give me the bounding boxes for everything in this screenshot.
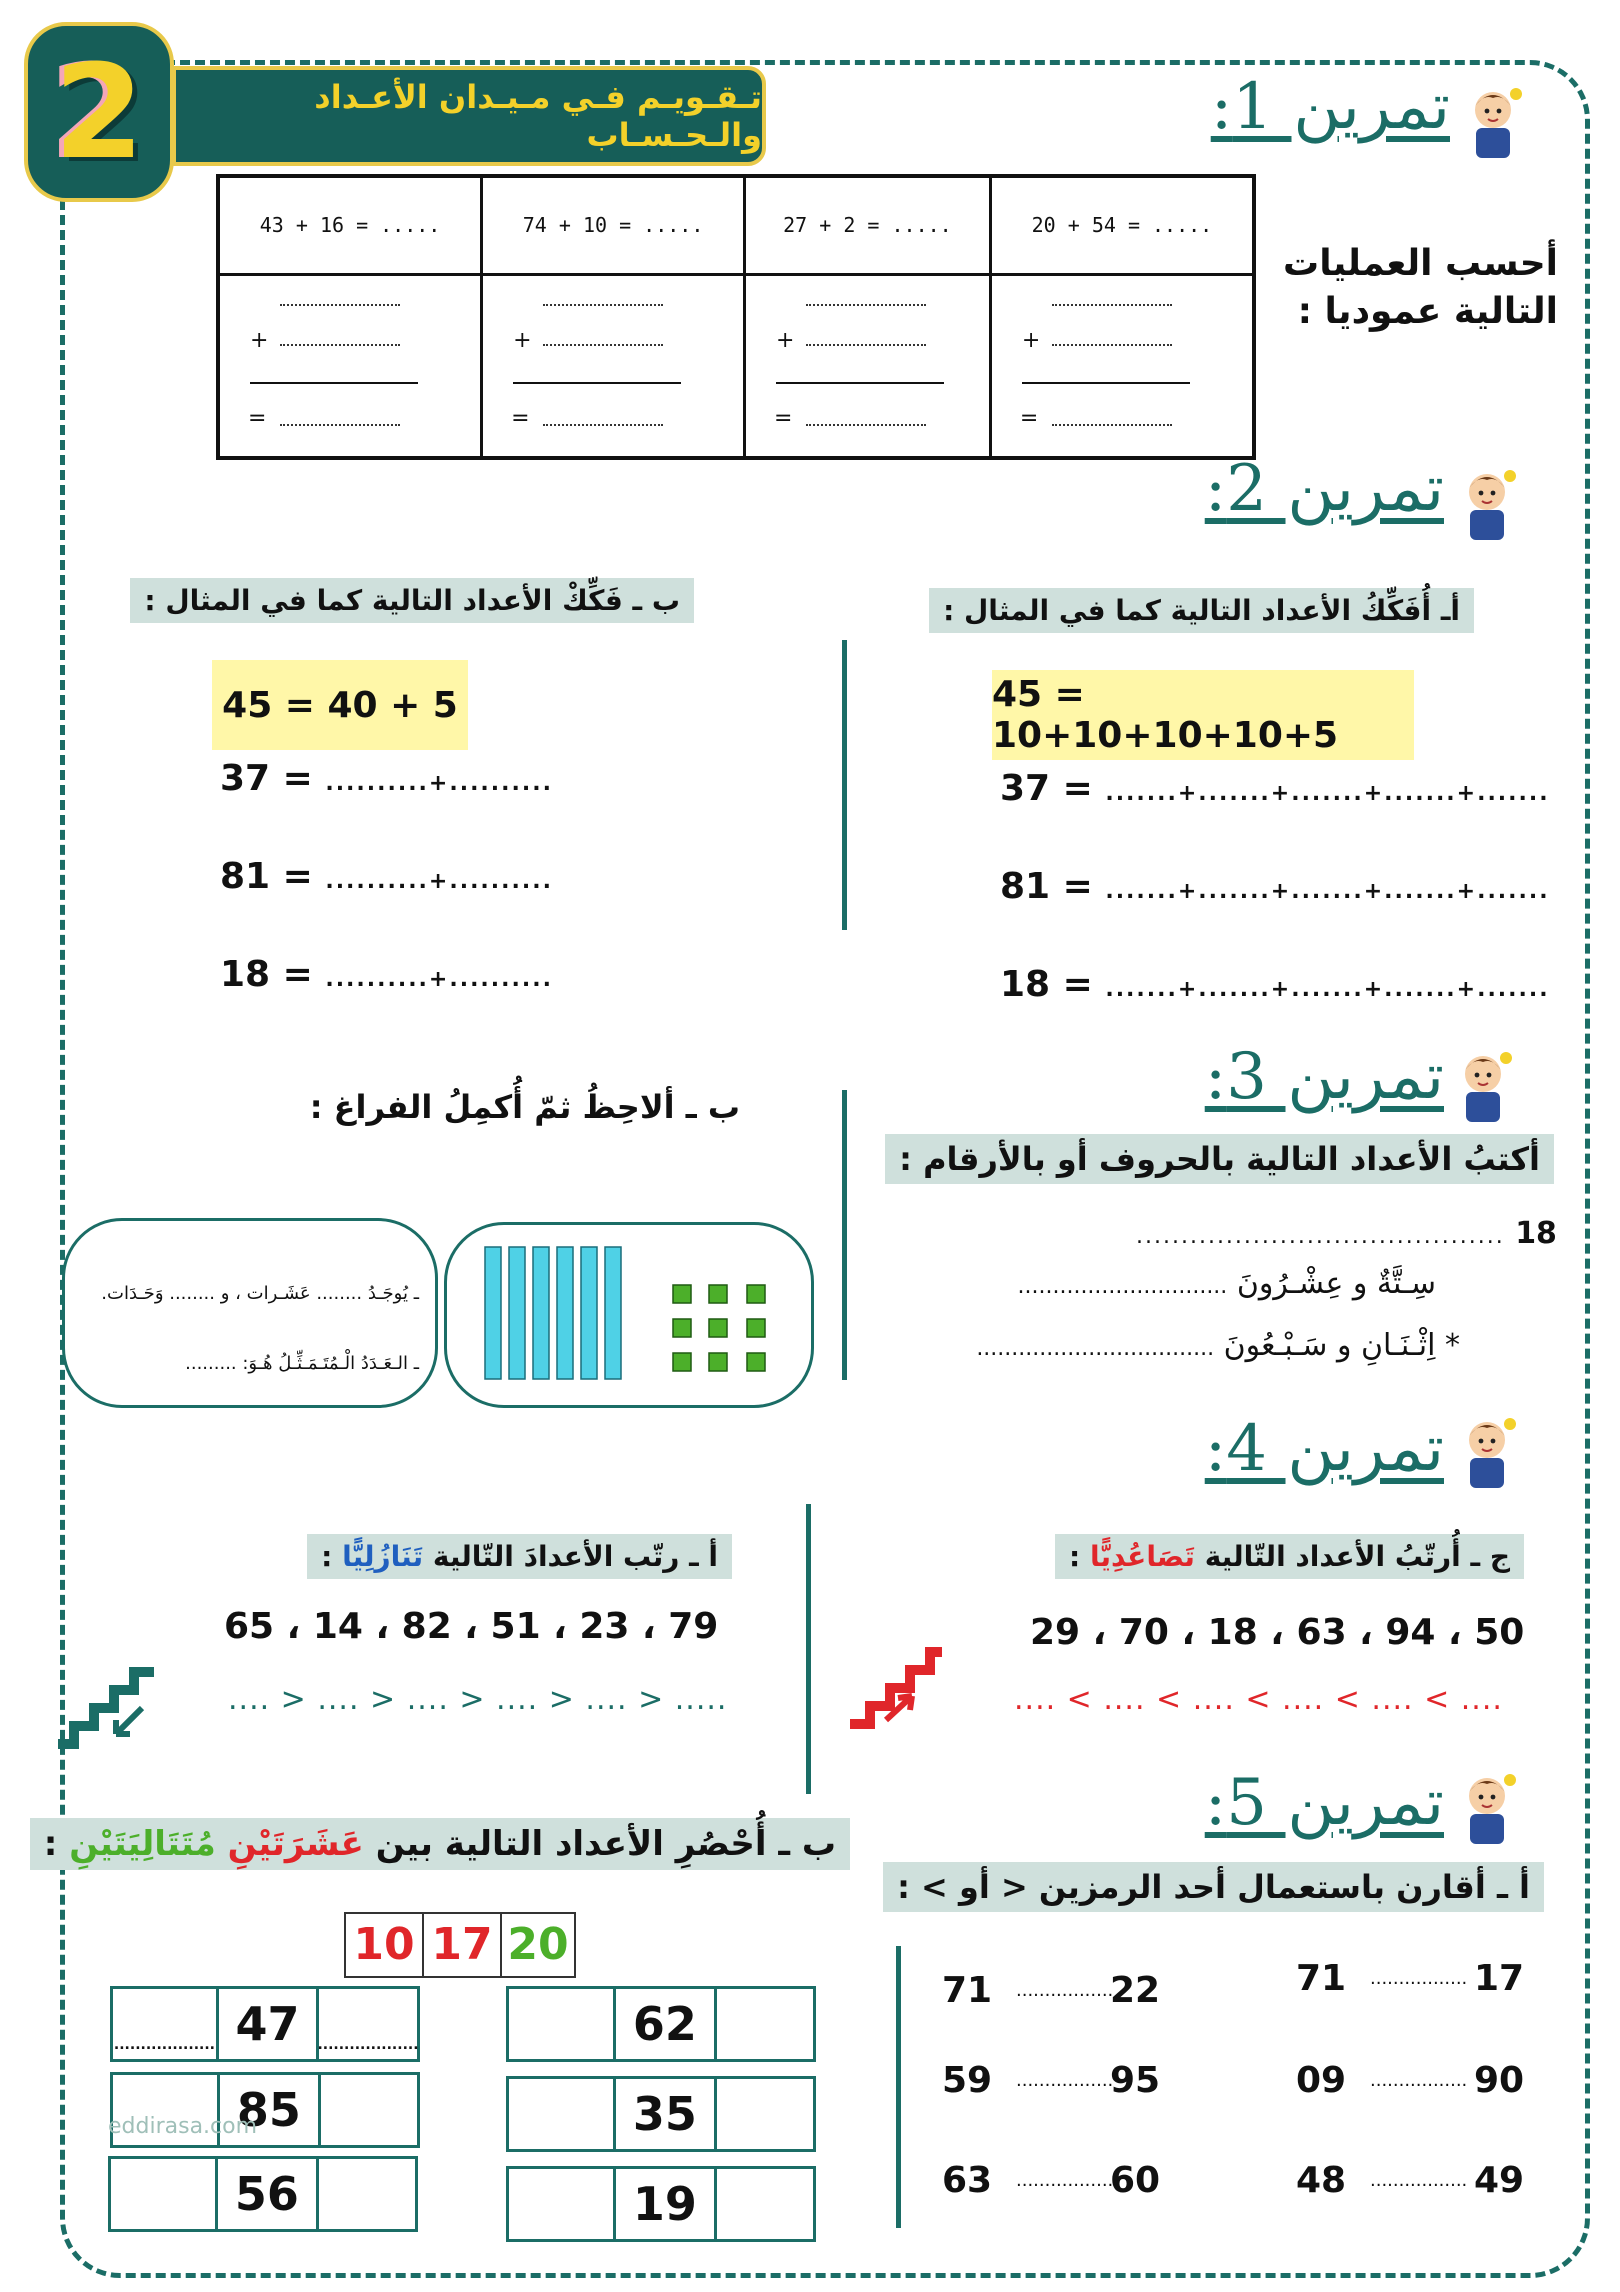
compare-blank[interactable]: ................. <box>1370 2070 1468 2091</box>
compare-right: 60 <box>1110 2160 1161 2201</box>
exercise-4-title: تمرين 4: <box>1204 1412 1444 1486</box>
divider <box>842 1090 847 1380</box>
compare-right: 90 <box>1474 2060 1525 2101</box>
exercise-3b-instruction: ب ـ ألاحِظُ ثمّ أُكمِلُ الفراغ : <box>296 1082 754 1132</box>
exercise-2a-example: 45 = 10+10+10+10+5 <box>992 670 1414 760</box>
compare-right: 95 <box>1110 2060 1161 2101</box>
tens-units-sentence: ـ يُوجَـدُ ........ عَشَـرات ، و ........ وَحَـدَات. <box>101 1283 419 1304</box>
exercise-3a-instruction: أكتبُ الأعداد التالية بالحروف أو بالأرقام : <box>885 1134 1554 1184</box>
title-banner <box>172 66 766 166</box>
decompose-row[interactable]: 37 = .......+.......+.......+.......+....... <box>1000 768 1550 809</box>
compare-blank[interactable]: ................. <box>1370 2170 1468 2191</box>
exercise-5-instruction: أ ـ أقارن باستعمال أحد الرمزين < أو > : <box>883 1862 1544 1912</box>
ascending-answer-row[interactable]: .... < .... < .... < .... < .... < .... <box>1014 1682 1503 1717</box>
compare-blank[interactable]: ................. <box>1016 2070 1114 2091</box>
bracket-row[interactable]: ................... 47 ................... <box>110 1986 420 2062</box>
student-icon <box>1456 1414 1518 1492</box>
badge: 2 <box>24 22 174 202</box>
exercise-4a-instruction: أ ـ رتّب الأعدادَ التّالية تَنَازُلِيًّا : <box>307 1534 732 1579</box>
bracket-row[interactable]: 35 <box>506 2076 816 2152</box>
bracket-row[interactable]: 62 <box>506 1986 816 2062</box>
compare-left: 63 <box>942 2160 993 2201</box>
compare-right: 22 <box>1110 1970 1161 2011</box>
decompose-row[interactable]: 18 = .......+.......+.......+.......+....... <box>1000 964 1550 1005</box>
base-ten-blocks <box>447 1225 811 1405</box>
compare-left: 09 <box>1296 2060 1347 2101</box>
vertical-work-cell[interactable]: + = <box>745 274 991 458</box>
exercise-3-title: تمرين 3: <box>1204 1040 1444 1114</box>
vertical-operations-table <box>216 174 1256 460</box>
example-bracket: 10 17 20 <box>344 1912 576 1978</box>
compare-blank[interactable]: ................. <box>1016 2170 1114 2191</box>
compare-left: 71 <box>1296 1958 1347 1999</box>
bracket-row[interactable]: 19 <box>506 2166 816 2242</box>
descending-numbers: 65 ، 14 ، 82 ، 51 ، 23 ، 79 <box>224 1606 719 1647</box>
compare-left: 48 <box>1296 2160 1347 2201</box>
exercise-2a-instruction: أـ أُفَكِّكُ الأعداد التالية كما في المثال : <box>929 588 1474 633</box>
write-row[interactable]: ......................................... 18 <box>1136 1216 1557 1251</box>
bracket-row[interactable]: 56 <box>108 2156 418 2232</box>
decompose-row[interactable]: 81 = ..........+.......... <box>220 856 553 897</box>
bracket-row[interactable]: 85 <box>110 2072 420 2148</box>
vertical-work-cell[interactable]: + = <box>482 274 745 458</box>
exercise-4b-instruction: ب ـ أُحْصُرِ الأعداد التالية بين عَشَرَتَيْنِ مُتَتَالِيَتَيْنِ : <box>30 1818 850 1870</box>
stairs-up-icon <box>846 1640 946 1730</box>
exercise-1-title: تمرين 1: <box>1210 70 1450 144</box>
compare-right: 49 <box>1474 2160 1525 2201</box>
exercise-2b-example: 45 = 40 + 5 <box>212 660 468 750</box>
operation-cell: 27 + 2 = ..... <box>745 176 991 274</box>
exercise-1-instruction: أحسب العمليات التالية عموديا : <box>1283 243 1558 332</box>
student-icon <box>1462 84 1524 162</box>
exercise-5-title: تمرين 5: <box>1204 1766 1444 1840</box>
write-row[interactable]: سِـتَّةٌ و عِشْـرُونَ .............................. <box>1017 1266 1436 1301</box>
student-icon <box>1452 1048 1514 1126</box>
compare-blank[interactable]: ................. <box>1370 1968 1468 1989</box>
represented-number-sentence: ـ الـعَـدَدُ الْـمُتَـمَـثِّـلُ هُـوَ: ......... <box>185 1353 419 1374</box>
operation-cell: 20 + 54 = ..... <box>990 176 1254 274</box>
ascending-numbers: 29 ، 70 ، 18 ، 63 ، 94 ، 50 <box>1030 1612 1525 1653</box>
student-icon <box>1456 466 1518 544</box>
stairs-down-icon <box>54 1664 158 1758</box>
watermark: eddirasa.com <box>108 2114 258 2139</box>
exercise-2b-instruction: ب ـ فَكِّكْ الأعداد التالية كما في المثال : <box>130 578 694 623</box>
base-ten-blocks-box <box>444 1222 814 1408</box>
decompose-row[interactable]: 37 = ..........+.......... <box>220 758 553 799</box>
decompose-row[interactable]: 81 = .......+.......+.......+.......+....... <box>1000 866 1550 907</box>
divider <box>842 640 847 930</box>
vertical-work-cell[interactable]: + = <box>990 274 1254 458</box>
compare-right: 17 <box>1474 1958 1525 1999</box>
compare-left: 71 <box>942 1970 993 2011</box>
divider <box>896 1946 901 2228</box>
decompose-row[interactable]: 18 = ..........+.......... <box>220 954 553 995</box>
operation-cell: 74 + 10 = ..... <box>482 176 745 274</box>
compare-blank[interactable]: ................. <box>1016 1980 1114 2001</box>
divider <box>806 1504 811 1794</box>
exercise-2-title: تمرين 2: <box>1204 452 1444 526</box>
page-title: تـقـويـم فـي مـيـدان الأعـداد والـحـسـاب <box>314 78 762 154</box>
operation-cell: 43 + 16 = ..... <box>218 176 482 274</box>
descending-answer-row[interactable]: .... > .... > .... > .... > .... > ..... <box>228 1682 728 1717</box>
fill-blank-box[interactable] <box>62 1218 438 1408</box>
compare-left: 59 <box>942 2060 993 2101</box>
exercise-4c-instruction: ج ـ أُرتّبُ الأعداد التّالية تَصَاعُدِيًّا : <box>1055 1534 1524 1579</box>
write-row[interactable]: * اِثْـنَـانِ و سَـبْـعُونَ .................................. <box>976 1328 1460 1363</box>
vertical-work-cell[interactable]: + = <box>218 274 482 458</box>
student-icon <box>1456 1770 1518 1848</box>
